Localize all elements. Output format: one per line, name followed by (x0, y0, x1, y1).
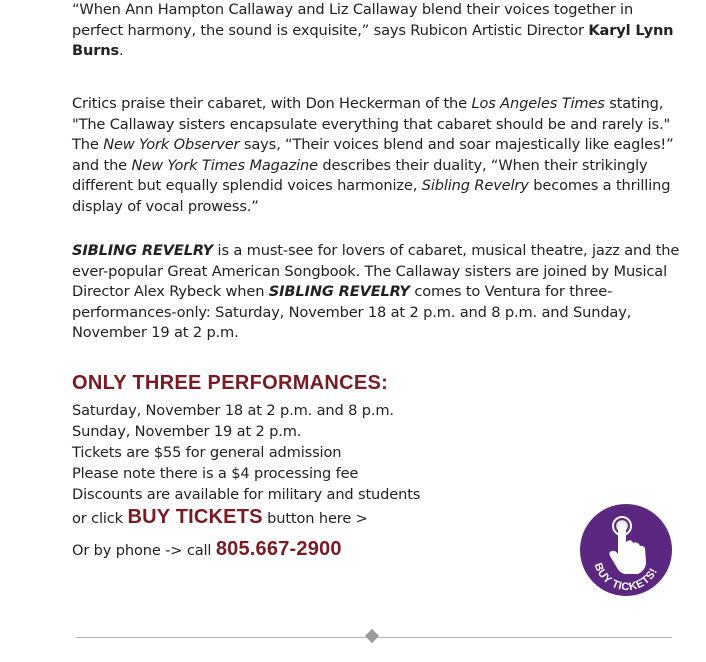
quote-paragraph (72, 0, 682, 62)
show-title: SIBLING REVELRY (268, 283, 410, 301)
critics-text: describes their duality, “When their strikingly different but equally splendid voices harmonize, (72, 156, 648, 195)
phone-pre-text: Or by phone -> call (72, 542, 216, 559)
promo-paragraph (72, 241, 682, 344)
show-title: SIBLING REVELRY (72, 242, 214, 259)
publication-ny-observer: New York Observer (103, 136, 240, 154)
detail-line: Tickets are $55 for general admission (72, 444, 342, 462)
performance-details (72, 400, 420, 505)
buy-tickets-button[interactable] (580, 504, 672, 596)
cta-pre-text: or click (72, 510, 128, 527)
critics-text: Critics praise their cabaret, with Don Heckerman of the (72, 95, 472, 112)
phone-line (72, 538, 342, 561)
director-name: Karyl Lynn Burns (72, 21, 674, 60)
cta-post-text: button here > (262, 510, 368, 527)
buy-tickets-link[interactable]: BUY TICKETS (127, 506, 263, 528)
critics-text: says, “Their voices blend and soar majestically like eagles!” and the (72, 136, 674, 174)
promo-text: is a must-see for lovers of cabaret, musical theatre, jazz and the ever-popular Great American Songbook. The Callaway sisters are joined by Musical Director Alex Rybeck when (72, 242, 680, 301)
show-title: Sibling Revelry (421, 177, 529, 195)
critics-paragraph (72, 94, 682, 218)
detail-line: Please note there is a $4 processing fee (72, 465, 359, 483)
quote-text: “When Ann Hampton Callaway and Liz Callaway blend their voices together in perfect harmony, the sound is exquisite,” says Rubicon Artistic Director (72, 1, 634, 39)
detail-line: Discounts are available for military and students (72, 486, 421, 504)
buy-tickets-line (72, 506, 368, 529)
divider-diamond-icon (365, 629, 379, 643)
hand-pointer-icon (609, 517, 646, 574)
publication-la-times: Los Angeles Times (471, 95, 605, 112)
article-body (72, 0, 682, 62)
promo-text: comes to Ventura for three-performances-only: Saturday, November 18 at 2 p.m. and 8 p.m. and Sunday, November 19 at 2 p.m. (72, 283, 632, 342)
publication-nyt-magazine: New York Times Magazine (131, 156, 318, 174)
performances-heading: ONLY THREE PERFORMANCES: (72, 372, 389, 394)
detail-line: Sunday, November 19 at 2 p.m. (72, 423, 302, 441)
detail-line: Saturday, November 18 at 2 p.m. and 8 p.m. (72, 402, 394, 419)
critics-text: stating, "The Callaway sisters encapsulate everything that cabaret should be and rarely is." The (72, 95, 671, 154)
critics-text: becomes a thrilling display of vocal prowess.” (72, 177, 671, 215)
phone-number-link[interactable]: 805.667-2900 (215, 538, 342, 560)
quote-end: . (119, 42, 124, 60)
badge-label: BUY TICKETS! (591, 561, 661, 594)
